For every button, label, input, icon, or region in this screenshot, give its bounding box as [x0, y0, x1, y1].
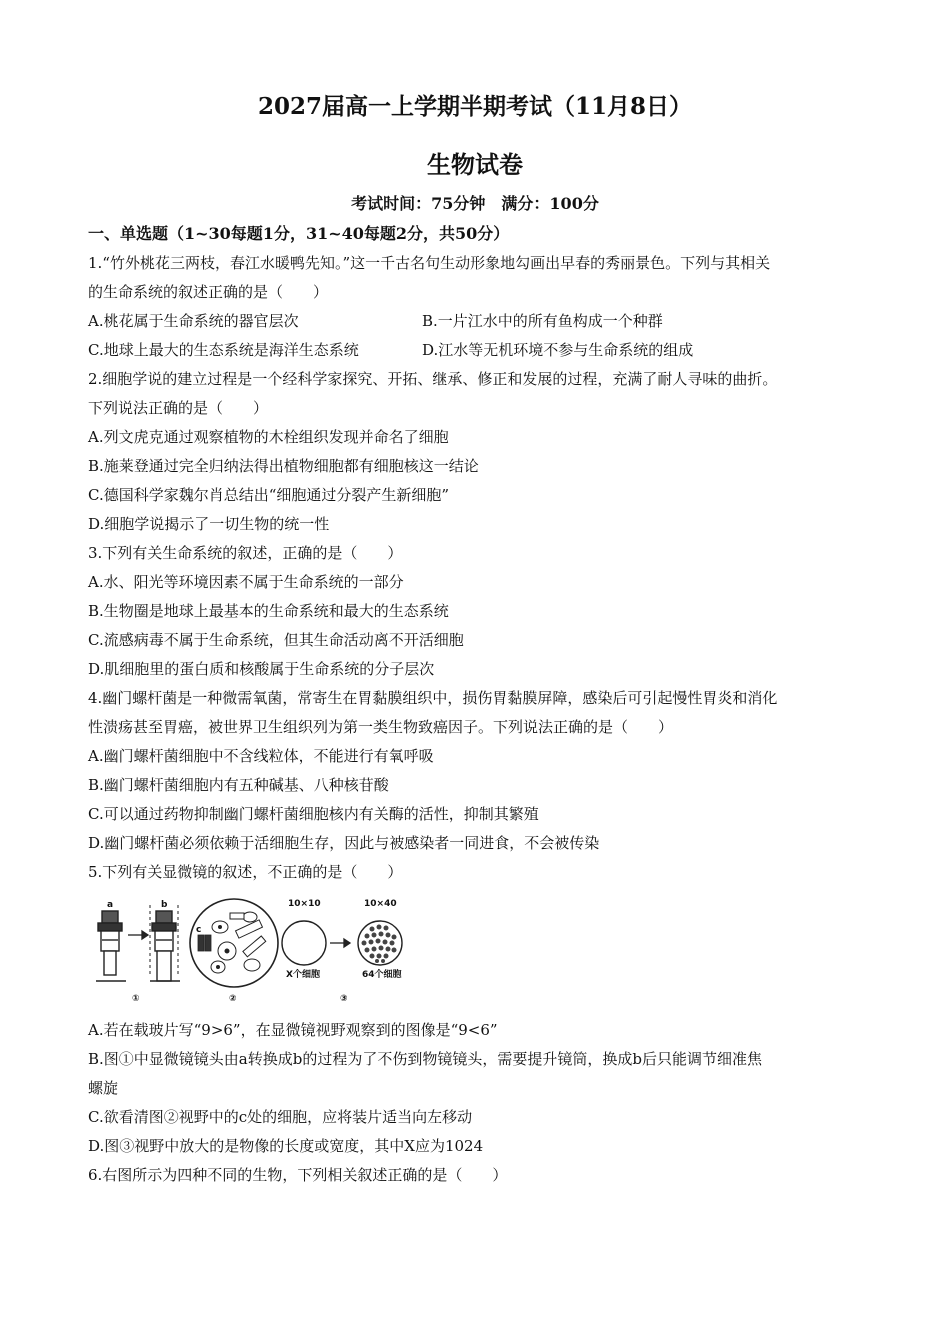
cell-count-high: 64个细胞 — [362, 970, 402, 980]
question-stem: 2.细胞学说的建立过程是一个经科学家探究、开拓、继承、修正和发展的过程，充满了耐人寻味的曲折。 — [88, 370, 778, 388]
label-b: b — [161, 900, 168, 910]
figure-2-label: ② — [229, 994, 237, 1004]
option-a: A.桃花属于生命系统的器官层次 — [88, 312, 299, 330]
option-d: D.幽门螺杆菌必须依赖于活细胞生存，因此与被感染者一同进食，不会被传染 — [88, 834, 600, 852]
option-a: A.幽门螺杆菌细胞中不含线粒体，不能进行有氧呼吸 — [88, 747, 434, 765]
subject-title: 生物试卷 — [427, 150, 523, 179]
magnification-low: 10×10 — [288, 899, 321, 909]
option-c: C.德国科学家魏尔肖总结出“细胞通过分裂产生新细胞” — [88, 486, 450, 504]
option-b: B.施莱登通过完全归纳法得出植物细胞都有细胞核这一结论 — [88, 457, 479, 475]
section-heading: 一、单选题（1~30每题1分，31~40每题2分，共50分） — [88, 224, 510, 243]
question-stem: 4.幽门螺杆菌是一种微需氧菌，常寄生在胃黏膜组织中，损伤胃黏膜屏障，感染后可引起慢性胃炎和消化 — [88, 689, 778, 707]
option-a: A.列文虎克通过观察植物的木栓组织发现并命名了细胞 — [88, 428, 449, 446]
option-b: B.图①中显微镜镜头由a转换成b的过程为了不伤到物镜镜头，需要提升镜筒，换成b后只能调节细准焦 — [88, 1050, 762, 1068]
low-power-view-icon — [282, 921, 326, 965]
question-stem: 6.右图所示为四种不同的生物，下列相关叙述正确的是（ ） — [88, 1166, 508, 1184]
option-b: B.生物圈是地球上最基本的生命系统和最大的生态系统 — [88, 602, 449, 620]
option-a: A.水、阳光等环境因素不属于生命系统的一部分 — [88, 573, 404, 591]
option-c: C.可以通过药物抑制幽门螺杆菌细胞核内有关酶的活性，抑制其繁殖 — [88, 805, 539, 823]
figure-1-label: ① — [132, 994, 140, 1004]
question-stem: 的生命系统的叙述正确的是（ ） — [88, 283, 329, 301]
option-d: D.肌细胞里的蛋白质和核酸属于生命系统的分子层次 — [88, 660, 435, 678]
option-a: A.若在载玻片写“9>6”，在显微镜视野观察到的图像是“9<6” — [88, 1021, 498, 1039]
cell-count-low: X个细胞 — [286, 970, 320, 980]
high-power-view-icon — [358, 921, 402, 965]
label-a: a — [107, 900, 114, 910]
option-b: B.一片江水中的所有鱼构成一个种群 — [422, 312, 663, 330]
option-c: C.地球上最大的生态系统是海洋生态系统 — [88, 341, 359, 359]
objective-lens-b-icon — [150, 911, 180, 981]
option-d: D.细胞学说揭示了一切生物的统一性 — [88, 515, 330, 533]
label-c: c — [196, 925, 202, 935]
question-stem: 下列说法正确的是（ ） — [88, 399, 269, 417]
exam-info: 考试时间：75分钟 满分：100分 — [351, 194, 599, 213]
exam-title: 2027届高一上学期半期考试（11月8日） — [257, 93, 693, 120]
option-c: C.欲看清图②视野中的c处的细胞，应将装片适当向左移动 — [88, 1108, 473, 1126]
option-c: C.流感病毒不属于生命系统，但其生命活动离不开活细胞 — [88, 631, 464, 649]
figure-3-label: ③ — [340, 994, 348, 1004]
option-b-continued: 螺旋 — [88, 1079, 119, 1097]
microscope-figure — [92, 895, 422, 1007]
question-stem: 性溃疡甚至胃癌，被世界卫生组织列为第一类生物致癌因子。下列说法正确的是（ ） — [88, 718, 674, 736]
magnification-high: 10×40 — [364, 899, 397, 909]
arrow-icon — [330, 939, 350, 947]
objective-lens-a-icon — [96, 911, 126, 981]
option-d: D.图③视野中放大的是物像的长度或宽度，其中X应为1024 — [88, 1137, 484, 1155]
option-d: D.江水等无机环境不参与生命系统的组成 — [422, 341, 694, 359]
option-b: B.幽门螺杆菌细胞内有五种碱基、八种核苷酸 — [88, 776, 389, 794]
arrow-icon — [128, 931, 148, 939]
question-stem: 3.下列有关生命系统的叙述，正确的是（ ） — [88, 544, 403, 562]
question-stem: 1.“竹外桃花三两枝，春江水暖鸭先知。”这一千古名句生动形象地勾画出早春的秀丽景色。下列与其相关 — [88, 254, 771, 272]
question-stem: 5.下列有关显微镜的叙述，不正确的是（ ） — [88, 863, 403, 881]
field-of-view-icon — [190, 899, 278, 987]
